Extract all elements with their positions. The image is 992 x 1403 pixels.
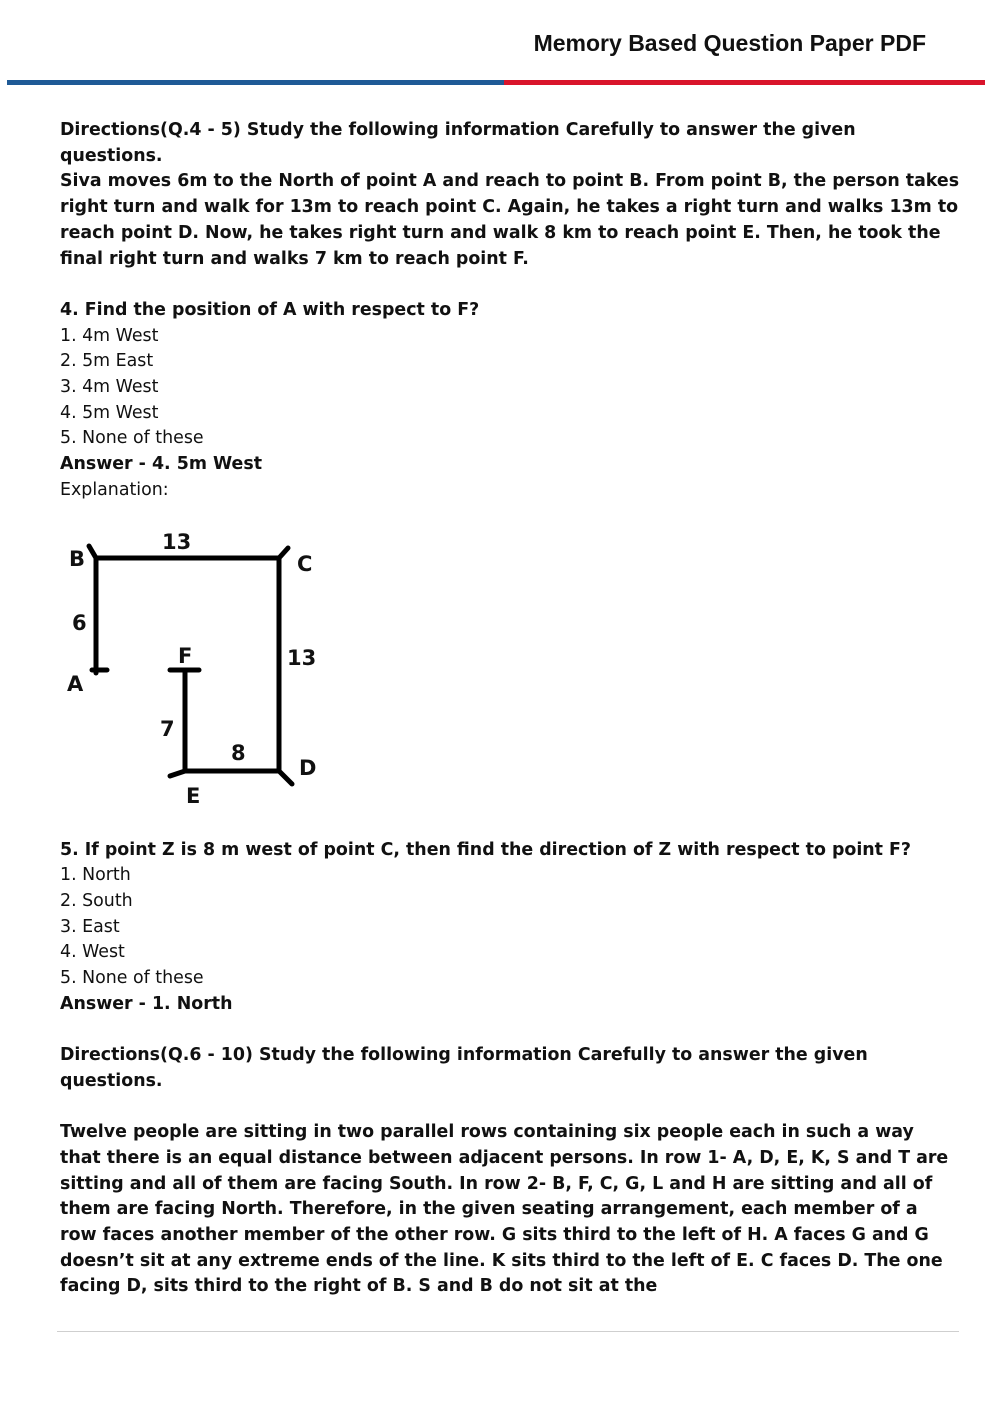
tick-c (279, 548, 288, 558)
direction-path-svg (56, 512, 456, 818)
tick-e (170, 771, 185, 776)
q4-option-5: 5. None of these (60, 428, 204, 449)
label-f: F (178, 643, 193, 668)
q5-option-3: 3. East (60, 916, 120, 937)
tick-b (89, 546, 96, 558)
directions-q6-10-passage: Twelve people are sitting in two parallel rows containing six people each in such a way that there is an equal distance between adjacent persons. In row 1- A, D, E, K, S and T are sitting and all of them are facing South. In row 2- B, F, C, G, L and H are sitting and all of them are facing North. Therefore, in the given seating arrangement, each member of a row faces another member of the other row. G sits third to the left of H. A faces G and G doesn’t sit at any extreme ends of the line. K sits third to the left of E. C faces D. The one facing D, sits third to the right of B. S and B do not sit at the (60, 1122, 949, 1297)
q4-option-4: 4. 5m West (60, 402, 159, 423)
q4-explanation-label: Explanation: (60, 479, 169, 500)
header-rule-blue (7, 80, 504, 85)
distance-cd: 13 (287, 645, 317, 670)
q4-answer: Answer - 4. 5m West (60, 454, 263, 475)
label-e: E (186, 783, 201, 808)
q5-option-5: 5. None of these (60, 968, 204, 989)
distance-bc: 13 (162, 529, 192, 554)
label-a: A (67, 671, 84, 696)
directions-q6-10-title: Directions(Q.6 - 10) Study the following information Carefully to answer the given questions. (60, 1045, 868, 1091)
directions-q4-5-passage: Siva moves 6m to the North of point A and reach to point B. From point B, the person takes right turn and walk for 13m to reach point C. Again, he takes a right turn and walks 13m to reach point D. Now, he takes right turn and walk 8 km to reach point E. Then, he took the final right turn and walks 7 km to reach point F. (60, 171, 960, 269)
q4-option-1: 1. 4m West (60, 325, 159, 346)
distance-ef: 7 (160, 716, 175, 741)
direction-diagram (56, 512, 456, 818)
distance-de: 8 (231, 740, 246, 765)
distance-ab: 6 (72, 610, 87, 635)
question-5: 5. If point Z is 8 m west of point C, then find the direction of Z with respect to point F? (60, 839, 912, 860)
q5-option-4: 4. West (60, 942, 125, 963)
q5-option-1: 1. North (60, 865, 131, 886)
q5-answer: Answer - 1. North (60, 993, 233, 1014)
q4-option-3: 3. 4m West (60, 377, 159, 398)
question-4: 4. Find the position of A with respect to F? (60, 299, 480, 320)
q5-option-2: 2. South (60, 890, 133, 911)
directions-q4-5-title: Directions(Q.4 - 5) Study the following information Carefully to answer the given questions. (60, 120, 856, 166)
q4-option-2: 2. 5m East (60, 351, 154, 372)
footer-rule (57, 1331, 959, 1332)
tick-d (279, 771, 292, 784)
label-d: D (299, 755, 317, 780)
label-b: B (69, 546, 86, 571)
header-title: Memory Based Question Paper PDF (533, 30, 926, 56)
label-c: C (297, 551, 313, 576)
document-body (60, 118, 960, 1300)
header-rule-red (504, 80, 985, 85)
